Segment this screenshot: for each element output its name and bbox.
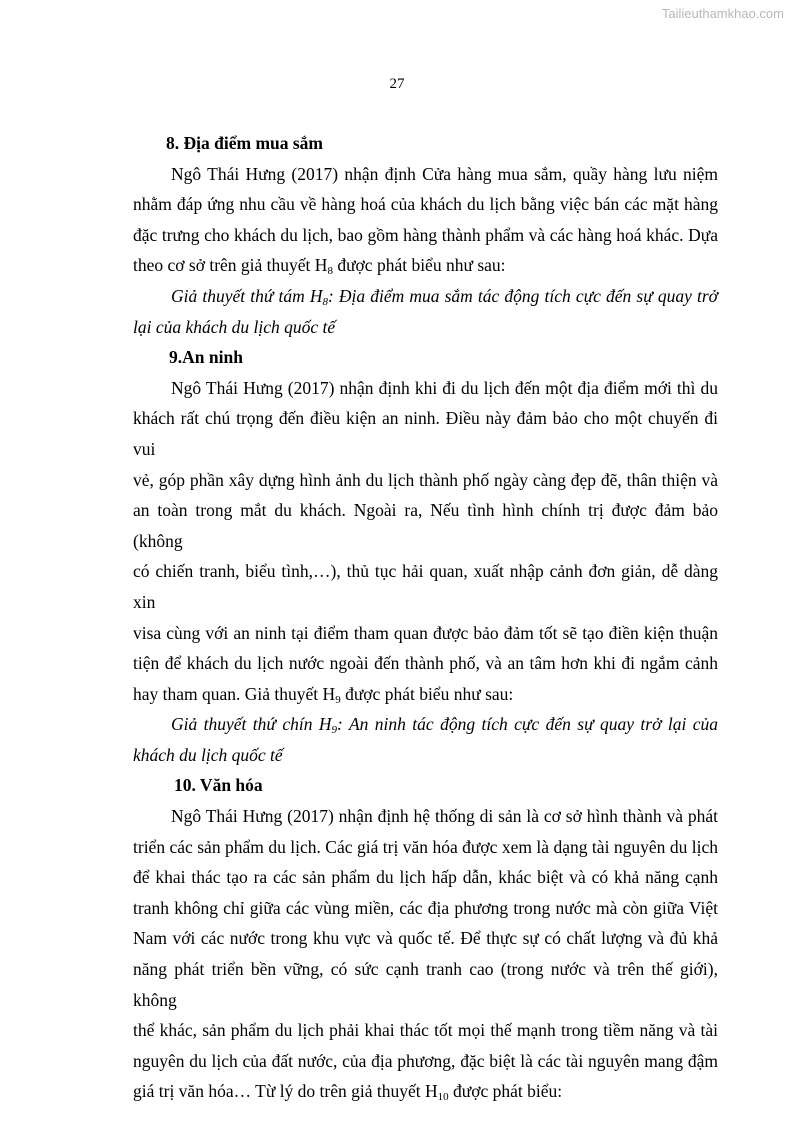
text-line: tiện để khách du lịch nước ngoài đến thành phố, và an tâm hơn khi đi ngắm cảnh [133,653,718,674]
text-fragment: hay tham quan. Giả thuyết H [133,683,336,704]
paragraph-section-9 [133,373,718,710]
watermark: Tailieuthamkhao.com [661,6,784,21]
text-line: thể khác, sản phẩm du lịch phải khai thác tốt mọi thế mạnh trong tiềm năng và tài [133,1020,718,1041]
text-fragment: Giả thuyết thứ chín H [171,714,332,735]
text-line: visa cùng với an ninh tại điểm tham quan được bảo đảm tốt sẽ tạo điền kiện thuận [133,622,718,643]
subscript: 9 [331,724,338,737]
paragraph-section-10 [133,801,718,1107]
text-line [133,679,718,710]
text-line [133,281,718,312]
subscript: 10 [437,1091,449,1104]
text-line [133,1076,718,1107]
text-fragment: được phát biểu: [448,1081,563,1102]
text-line [133,709,718,740]
subscript: 8 [327,265,333,278]
text-line: tranh không chỉ giữa các vùng miền, các địa phương trong nước mà còn giữa Việt [133,897,718,918]
section-heading-9: 9.An ninh [169,347,243,368]
subscript: 8 [322,295,328,308]
text-line: Ngô Thái Hưng (2017) nhận định Cửa hàng mua sắm, quầy hàng lưu niệm [171,163,718,184]
page-number: 27 [389,76,405,92]
text-fragment: theo cơ sở trên giả thuyết H [133,255,328,276]
hypothesis-8 [133,281,718,342]
paragraph-section-8 [133,159,718,281]
text-line [133,250,718,281]
text-line: có chiến tranh, biểu tình,…), thủ tục hải quan, xuất nhập cảnh đơn giản, dễ dàng xin [133,561,718,612]
text-fragment: : Địa điểm mua sắm tác động tích cực đến sự quay trở [327,285,718,306]
text-line: triển các sản phẩm du lịch. Các giá trị văn hóa được xem là dạng tài nguyên du lịch [133,836,718,857]
text-line: khách du lịch quốc tế [133,744,283,765]
text-line: nhằm đáp ứng nhu cầu về hàng hoá của khách du lịch bằng việc bán các mặt hàng [133,194,718,215]
section-heading-10: 10. Văn hóa [174,775,263,796]
text-line: đặc trưng cho khách du lịch, bao gồm hàng thành phẩm và các hàng hoá khác. Dựa [133,224,718,245]
text-fragment: được phát biểu như sau: [340,683,514,704]
text-line: để khai thác tạo ra các sản phẩm du lịch hấp dẫn, khác biệt và có khả năng cạnh [133,867,718,888]
hypothesis-9 [133,709,718,770]
text-line: Ngô Thái Hưng (2017) nhận định hệ thống di sản là cơ sở hình thành và phát [171,806,718,827]
text-line: năng phát triển bền vững, có sức cạnh tranh cao (trong nước và trên thế giới), không [133,959,718,1010]
text-line: vẻ, góp phần xây dựng hình ảnh du lịch thành phố ngày càng đẹp đẽ, thân thiện và [133,469,718,490]
subscript: 9 [335,693,341,706]
text-line: nguyên du lịch của đất nước, của địa phương, đặc biệt là các tài nguyên mang đậm [133,1050,718,1071]
text-line: an toàn trong mắt du khách. Ngoài ra, Nếu tình hình chính trị được đảm bảo (không [133,500,718,551]
document-body [133,128,718,1107]
section-heading-8: 8. Địa điểm mua sắm [166,133,324,153]
text-line: Ngô Thái Hưng (2017) nhận định khi đi du lịch đến một địa điểm mới thì du [171,377,718,398]
text-fragment: Giả thuyết thứ tám H [171,285,323,306]
text-line: khách rất chú trọng đến điều kiện an ninh. Điều này đảm bảo cho một chuyến đi vui [133,408,718,459]
text-line: lại của khách du lịch quốc tế [133,316,336,337]
text-fragment: giá trị văn hóa… Từ lý do trên giả thuyết H [133,1081,438,1102]
text-fragment: : An ninh tác động tích cực đến sự quay trở lại của [337,714,718,735]
text-line: Nam với các nước trong khu vực và quốc tế. Để thực sự có chất lượng và đủ khả [133,928,718,949]
text-fragment: được phát biểu như sau: [332,255,506,276]
